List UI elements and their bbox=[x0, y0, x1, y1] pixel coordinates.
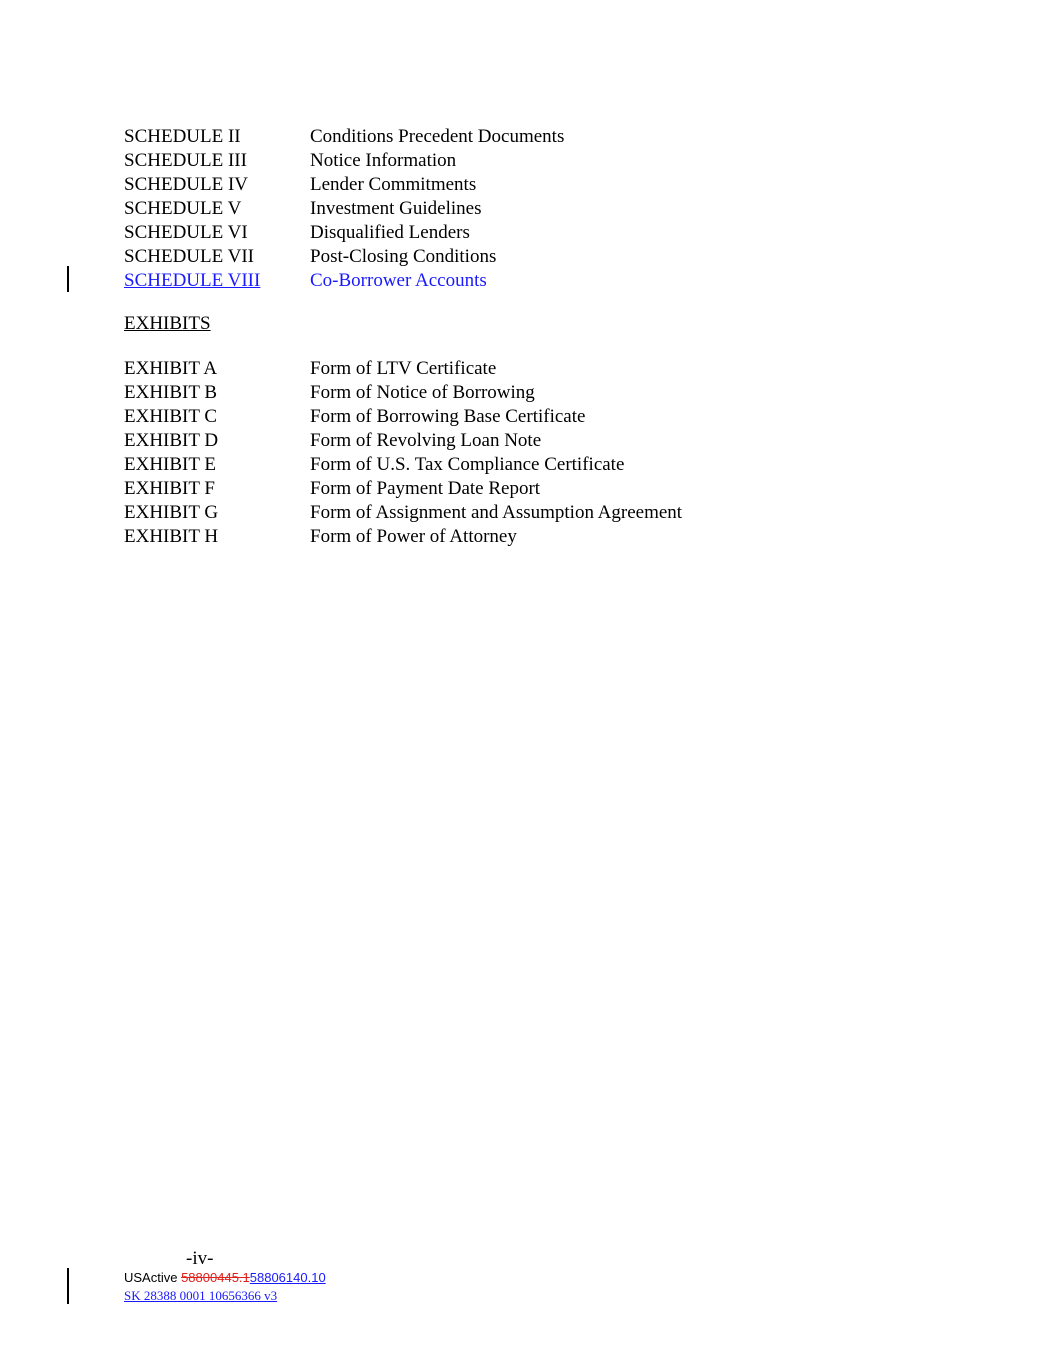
footer-inserted-id: 58806140.10 bbox=[249, 1270, 326, 1285]
schedule-title: Disqualified Lenders bbox=[310, 222, 470, 243]
exhibit-code: EXHIBIT E bbox=[124, 454, 216, 475]
footer-prefix: USActive bbox=[124, 1270, 182, 1285]
exhibit-title: Form of Borrowing Base Certificate bbox=[310, 406, 586, 427]
schedule-code: SCHEDULE VII bbox=[124, 246, 255, 267]
schedule-code: SCHEDULE VI bbox=[124, 222, 248, 243]
exhibit-title: Form of Notice of Borrowing bbox=[310, 382, 535, 403]
exhibit-code: EXHIBIT D bbox=[124, 430, 219, 451]
exhibit-code: EXHIBIT H bbox=[124, 526, 219, 547]
exhibit-title: Form of Revolving Loan Note bbox=[310, 430, 542, 451]
schedule-code: SCHEDULE V bbox=[124, 198, 242, 219]
exhibit-title: Form of Assignment and Assumption Agreement bbox=[310, 502, 683, 523]
schedule-code: SCHEDULE VIII bbox=[124, 270, 261, 291]
exhibit-title: Form of Payment Date Report bbox=[310, 478, 541, 499]
exhibit-code: EXHIBIT A bbox=[124, 358, 218, 379]
change-bar bbox=[67, 1268, 69, 1304]
exhibits-heading: EXHIBITS bbox=[124, 313, 211, 334]
schedule-title: Lender Commitments bbox=[310, 174, 477, 195]
exhibit-title: Form of U.S. Tax Compliance Certificate bbox=[310, 454, 625, 475]
schedule-title: Post-Closing Conditions bbox=[310, 246, 497, 267]
footer-deleted-id: 58800445.1 bbox=[181, 1270, 250, 1285]
schedule-code: SCHEDULE III bbox=[124, 150, 247, 171]
page-number: -iv- bbox=[186, 1248, 214, 1269]
schedule-title: Co-Borrower Accounts bbox=[310, 270, 487, 291]
footer-doc-id bbox=[124, 1270, 326, 1286]
exhibit-title: Form of Power of Attorney bbox=[310, 526, 517, 547]
schedule-code: SCHEDULE II bbox=[124, 126, 241, 147]
schedule-title: Investment Guidelines bbox=[310, 198, 482, 219]
exhibit-code: EXHIBIT C bbox=[124, 406, 218, 427]
schedule-title: Conditions Precedent Documents bbox=[310, 126, 565, 147]
exhibit-title: Form of LTV Certificate bbox=[310, 358, 497, 379]
change-bar bbox=[67, 266, 69, 292]
schedule-title: Notice Information bbox=[310, 150, 457, 171]
footer-doc-ref[interactable]: SK 28388 0001 10656366 v3 bbox=[124, 1288, 278, 1303]
schedule-code: SCHEDULE IV bbox=[124, 174, 249, 195]
exhibit-code: EXHIBIT G bbox=[124, 502, 219, 523]
exhibit-code: EXHIBIT F bbox=[124, 478, 215, 499]
exhibit-code: EXHIBIT B bbox=[124, 382, 218, 403]
